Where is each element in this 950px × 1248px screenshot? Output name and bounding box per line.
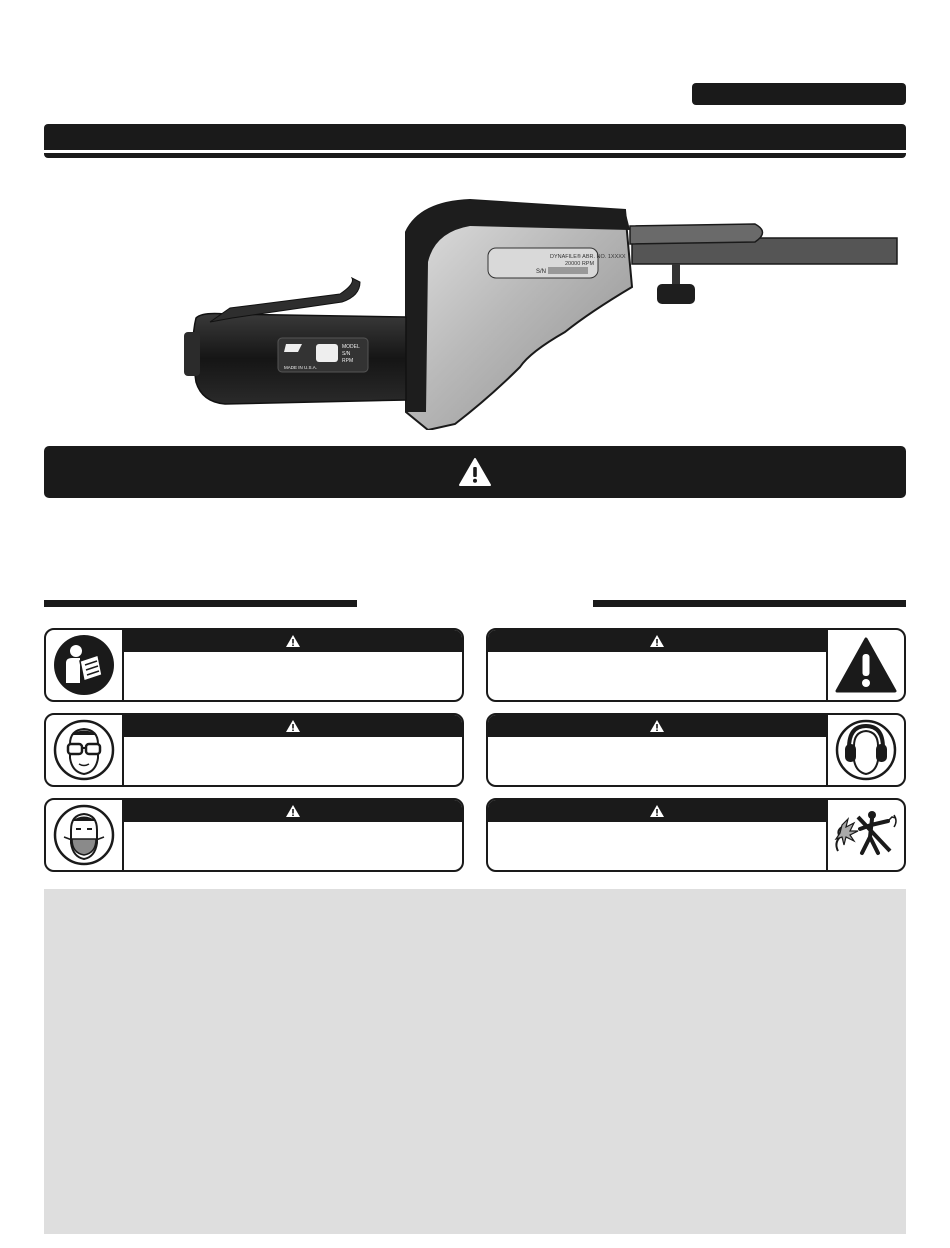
manual-tab	[692, 83, 906, 105]
safety-card-read-manual	[44, 628, 464, 702]
section-rule-right	[593, 600, 906, 607]
card-header	[488, 715, 826, 737]
badge-line3: RPM	[342, 358, 354, 364]
warning-triangle-icon	[458, 457, 492, 487]
warning-triangle-icon	[649, 719, 665, 733]
hearing-protection-icon	[834, 718, 898, 782]
belt-sander-illustration	[170, 192, 905, 430]
warning-triangle-icon	[285, 634, 301, 648]
safety-card-respirator	[44, 798, 464, 872]
respirator-icon	[52, 803, 116, 867]
title-underline	[44, 153, 906, 158]
card-header	[488, 630, 826, 652]
handle-badge	[278, 338, 368, 372]
badge-line2: S/N	[342, 351, 351, 357]
safety-card-eye-protection	[44, 713, 464, 787]
card-header	[124, 630, 462, 652]
plate-line2: 20000 RPM	[565, 261, 595, 267]
warning-triangle-icon	[649, 804, 665, 818]
warning-triangle-icon	[649, 634, 665, 648]
warning-banner	[44, 446, 906, 498]
card-header	[124, 800, 462, 822]
notes-panel	[44, 889, 906, 1234]
intro-text	[44, 512, 906, 582]
warning-triangle-icon	[285, 804, 301, 818]
read-manual-icon	[52, 633, 116, 697]
title-bar	[44, 124, 906, 150]
safety-card-hearing-protection	[486, 713, 906, 787]
warning-triangle-icon	[285, 719, 301, 733]
plate-line1: DYNAFILE® ABR. NO. 1XXXX	[550, 254, 626, 260]
general-warning-icon	[834, 636, 898, 694]
badge-made-in: MADE IN U.S.A.	[284, 365, 318, 370]
plate-sn: S/N	[536, 269, 547, 275]
card-header	[488, 800, 826, 822]
safety-card-explosion-hazard	[486, 798, 906, 872]
explosion-hazard-icon	[832, 803, 900, 867]
safety-card-general-warning	[486, 628, 906, 702]
belt-arm	[630, 224, 897, 304]
eye-protection-icon	[52, 718, 116, 782]
card-header	[124, 715, 462, 737]
badge-line1: MODEL	[342, 344, 360, 350]
section-rule-left	[44, 600, 357, 607]
